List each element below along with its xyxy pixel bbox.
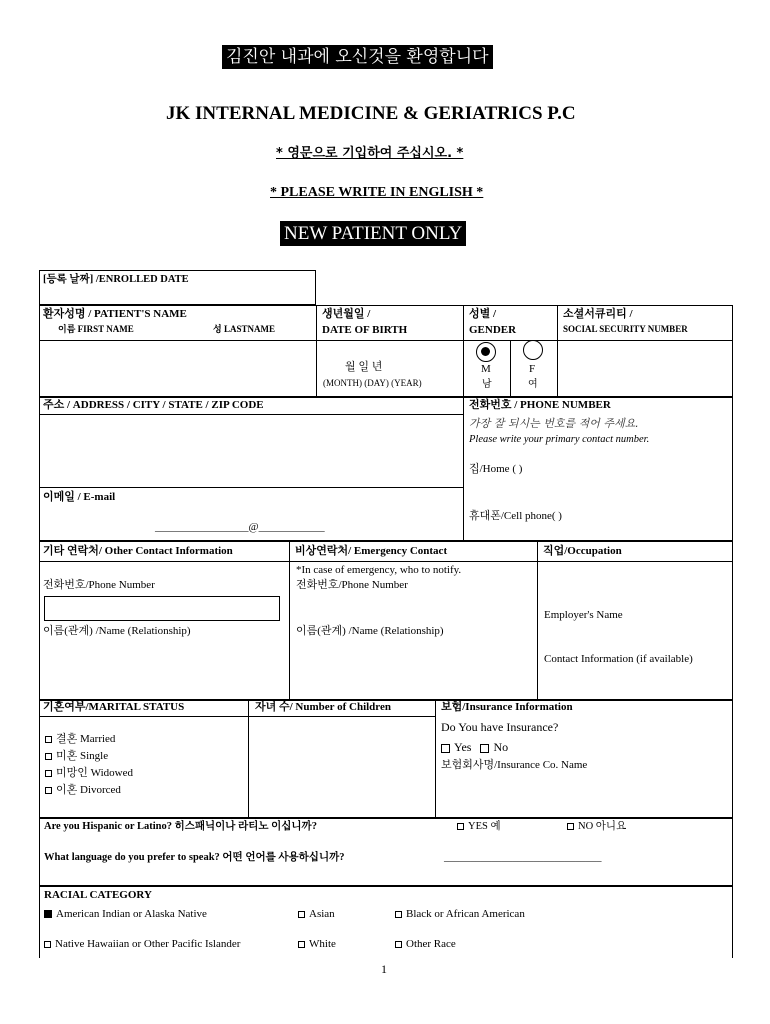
dob-en-units: (MONTH) (DAY) (YEAR) [323, 378, 422, 388]
marital-option-married[interactable]: 결혼 Married [45, 734, 115, 745]
checkbox[interactable] [298, 911, 305, 918]
form-type-banner: NEW PATIENT ONLY [280, 224, 466, 243]
insurance-question: Do You have Insurance? [441, 720, 559, 734]
checkbox[interactable] [457, 823, 464, 830]
insurance-no-checkbox[interactable] [480, 744, 489, 753]
gender-m-label: M [481, 363, 491, 375]
page-number: 1 [381, 962, 387, 976]
checkbox[interactable] [45, 770, 52, 777]
marital-option-single[interactable]: 미혼 Single [45, 751, 108, 762]
other-contact-phone-label: 전화번호/Phone Number [43, 579, 155, 591]
ssn-label-kr: 소셜서큐리티 / [563, 308, 633, 320]
checkbox[interactable] [45, 753, 52, 760]
checkbox[interactable] [45, 736, 52, 743]
home-phone-field[interactable]: 집/Home ( ) [469, 463, 523, 475]
employer-name-label: Employer's Name [544, 609, 623, 621]
race-other[interactable]: Other Race [395, 939, 456, 950]
enrolled-date-label: [등록 날짜] /ENROLLED DATE [43, 274, 189, 285]
occupation-header: 직업/Occupation [543, 545, 622, 557]
english-instruction: * PLEASE WRITE IN ENGLISH * [270, 185, 484, 200]
checkbox-checked[interactable] [44, 910, 52, 918]
patient-name-input-area[interactable] [40, 341, 315, 396]
race-white[interactable]: White [298, 939, 336, 950]
race-hawaiian[interactable]: Native Hawaiian or Other Pacific Islander [44, 939, 240, 950]
patient-name-label: 환자성명 / PATIENT'S NAME [43, 308, 187, 320]
emergency-phone-label: 전화번호/Phone Number [296, 579, 408, 591]
dob-label-en: DATE OF BIRTH [322, 324, 408, 336]
email-label: 이메일 / E-mail [43, 491, 116, 503]
hispanic-question: Are you Hispanic or Latino? 히스패닉이나 라티노 이십니까? [44, 821, 317, 832]
marital-option-widowed[interactable]: 미망인 Widowed [45, 768, 133, 779]
checkbox[interactable] [395, 941, 402, 948]
clinic-name: JK INTERNAL MEDICINE & GERIATRICS P.C [166, 103, 576, 124]
children-header: 자녀 수/ Number of Children [255, 701, 391, 713]
gender-m-kr: 남 [482, 379, 492, 390]
emergency-note: *In case of emergency, who to notify. [296, 564, 462, 576]
phone-label: 전화번호 / PHONE NUMBER [469, 399, 611, 411]
hispanic-yes-option[interactable]: YES 예 [457, 822, 501, 833]
address-input-area[interactable] [40, 415, 462, 486]
dob-kr-units: 월 일 년 [345, 361, 383, 373]
insurance-company-label: 보험회사명/Insurance Co. Name [441, 759, 588, 771]
other-contact-header: 기타 연락처/ Other Contact Information [43, 545, 233, 557]
race-black[interactable]: Black or African American [395, 909, 525, 920]
korean-welcome-banner: 김진안 내과에 오신것을 환영합니다 [222, 49, 493, 66]
race-american-indian[interactable]: American Indian or Alaska Native [44, 909, 207, 920]
insurance-yes-checkbox[interactable] [441, 744, 450, 753]
email-field[interactable]: _________________@____________ [155, 521, 325, 533]
ssn-label-en: SOCIAL SECURITY NUMBER [563, 324, 688, 334]
radio-selected-dot [481, 347, 490, 356]
ssn-input-area[interactable] [558, 341, 732, 396]
last-name-label: 성 LASTNAME [213, 324, 275, 334]
emergency-name-label: 이름(관계) /Name (Relationship) [296, 625, 444, 637]
other-contact-phone-input[interactable] [44, 596, 280, 621]
gender-m-radio[interactable] [476, 342, 496, 362]
children-input-area[interactable] [249, 717, 434, 817]
gender-f-label: F [529, 363, 536, 375]
checkbox[interactable] [44, 941, 51, 948]
language-field[interactable]: ______________________________ [444, 852, 602, 863]
racial-header: RACIAL CATEGORY [44, 889, 152, 901]
korean-instruction: * 영문으로 기입하여 주십시오. * [276, 146, 464, 161]
hispanic-no-option[interactable]: NO 아니요 [567, 822, 626, 833]
checkbox[interactable] [395, 911, 402, 918]
marital-header: 기혼여부/MARITAL STATUS [43, 701, 185, 713]
insurance-header: 보험/Insurance Information [441, 701, 573, 713]
emergency-contact-header: 비상연락처/ Emergency Contact [295, 545, 448, 557]
race-asian[interactable]: Asian [298, 909, 335, 920]
gender-label-en: GENDER [469, 324, 517, 336]
phone-note-kr: 가장 잘 되시는 번호를 적어 주세요. [469, 417, 639, 430]
other-contact-name-label: 이름(관계) /Name (Relationship) [43, 625, 191, 637]
gender-f-radio[interactable] [523, 340, 543, 360]
phone-note-en: Please write your primary contact number. [469, 434, 650, 445]
dob-label-kr: 생년월일 / [322, 308, 371, 320]
address-label: 주소 / ADDRESS / CITY / STATE / ZIP CODE [43, 399, 264, 411]
cell-phone-field[interactable]: 휴대폰/Cell phone( ) [469, 510, 562, 522]
occupation-contact-label: Contact Information (if available) [544, 653, 693, 665]
first-name-label: 이름 FIRST NAME [58, 324, 134, 334]
checkbox[interactable] [567, 823, 574, 830]
marital-option-divorced[interactable]: 이혼 Divorced [45, 785, 121, 796]
checkbox[interactable] [298, 941, 305, 948]
language-question: What language do you prefer to speak? 어떤 언어를 사용하십니까? [44, 852, 345, 863]
gender-f-kr: 여 [528, 379, 538, 390]
gender-label-kr: 성별 / [469, 308, 497, 320]
insurance-yes-no[interactable]: Yes No [441, 741, 508, 753]
checkbox[interactable] [45, 787, 52, 794]
